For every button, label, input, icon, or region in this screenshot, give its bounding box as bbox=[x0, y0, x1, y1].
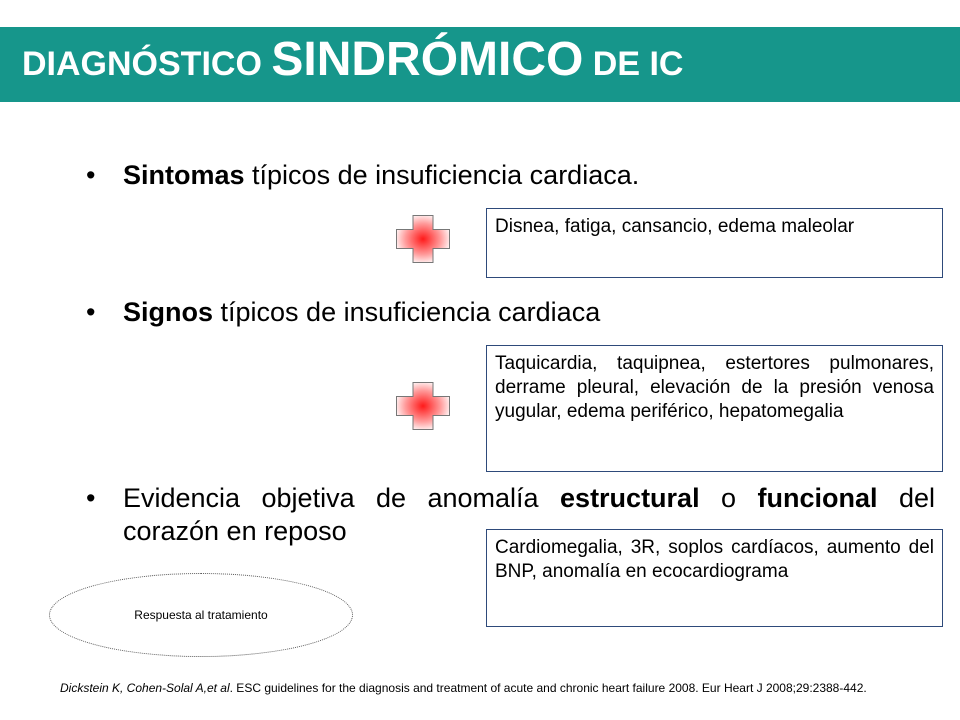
title-part-3: DE IC bbox=[583, 45, 684, 83]
bullet-post: del corazón en reposo bbox=[123, 483, 935, 546]
bullet-bold: Signos bbox=[123, 297, 214, 327]
treatment-response-ellipse bbox=[49, 573, 353, 657]
treatment-response-label: Respuesta al tratamiento bbox=[134, 608, 268, 622]
evidence-box: Cardiomegalia, 3R, soplos cardíacos, aumento del BNP, anomalía en ecocardiograma bbox=[486, 529, 943, 627]
bullet-text bbox=[123, 296, 600, 329]
bullet-dot: • bbox=[86, 160, 96, 190]
bullet-text bbox=[123, 159, 639, 192]
plus-icon bbox=[396, 215, 450, 263]
bullet-pre: Evidencia objetiva de anomalía bbox=[123, 483, 561, 513]
bullet-dot: • bbox=[86, 483, 96, 513]
citation-rest: . ESC guidelines for the diagnosis and treatment of acute and chronic heart failure 2008. Eur Heart J 2008;29:2388-442. bbox=[229, 681, 867, 695]
title-part-2: SINDRÓMICO bbox=[271, 33, 584, 86]
symptoms-box: Disnea, fatiga, cansancio, edema maleolar bbox=[486, 208, 943, 278]
bullet-bold: estructural bbox=[560, 483, 700, 513]
page-title bbox=[22, 33, 684, 86]
signs-box: Taquicardia, taquipnea, estertores pulmonares, derrame pleural, elevación de la presión venosa yugular, edema periférico, hepatomegalia bbox=[486, 345, 943, 472]
bullet-rest: típicos de insuficiencia cardiaca. bbox=[244, 160, 640, 190]
citation bbox=[60, 681, 867, 695]
bullet-rest: típicos de insuficiencia cardiaca bbox=[213, 297, 601, 327]
bullet-mid: o bbox=[699, 483, 758, 513]
bullet-dot: • bbox=[86, 297, 96, 327]
bullet-bold: Sintomas bbox=[123, 160, 245, 190]
title-part-1: DIAGNÓSTICO bbox=[22, 45, 272, 83]
citation-authors: Dickstein K, Cohen-Solal A,et al bbox=[60, 681, 230, 695]
plus-icon bbox=[396, 382, 450, 430]
bullet-bold: funcional bbox=[757, 483, 878, 513]
